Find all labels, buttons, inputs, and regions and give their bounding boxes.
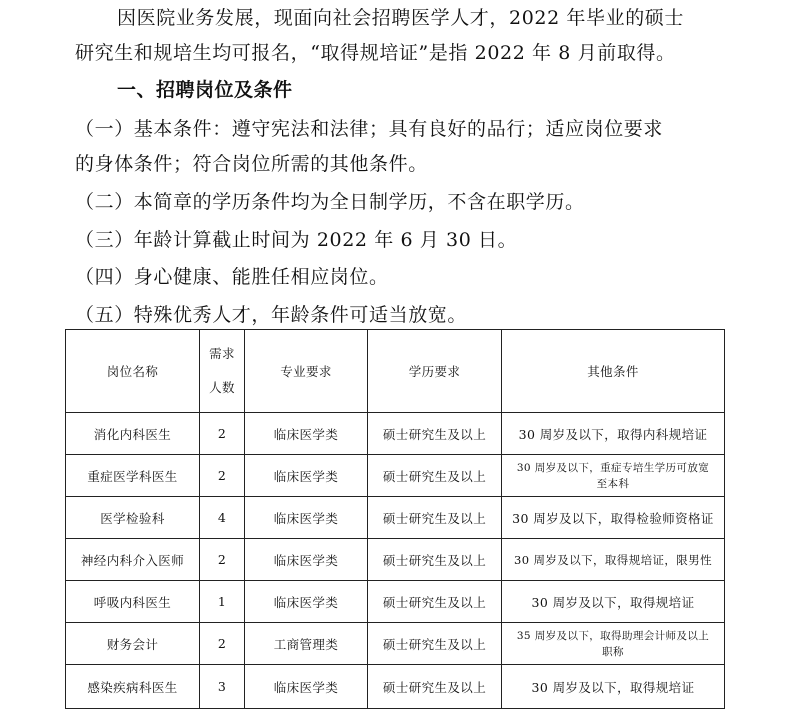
cell-major: 临床医学类 xyxy=(245,455,368,497)
cell-education: 硕士研究生及以上 xyxy=(368,539,502,581)
cell-count: 1 xyxy=(200,581,245,623)
table-row xyxy=(66,623,725,665)
cell-count: 2 xyxy=(200,623,245,665)
cell-other: 30 周岁及以下，取得内科规培证 xyxy=(502,413,725,455)
table-row xyxy=(66,581,725,623)
condition-line-3: （二）本简章的学历条件均为全日制学历，不含在职学历。 xyxy=(75,191,585,213)
condition-line-2: 的身体条件；符合岗位所需的其他条件。 xyxy=(75,153,428,175)
cell-count: 2 xyxy=(200,455,245,497)
cell-count: 3 xyxy=(200,665,245,709)
cell-education: 硕士研究生及以上 xyxy=(368,455,502,497)
header-count: 需求 人数 xyxy=(200,330,245,413)
cell-education: 硕士研究生及以上 xyxy=(368,623,502,665)
cell-count: 2 xyxy=(200,413,245,455)
recruitment-table xyxy=(65,329,725,709)
table-row xyxy=(66,455,725,497)
cell-major: 工商管理类 xyxy=(245,623,368,665)
cell-position: 消化内科医生 xyxy=(66,413,200,455)
cell-other: 30 周岁及以下，取得规培证，限男性 xyxy=(502,539,725,581)
cell-position: 医学检验科 xyxy=(66,497,200,539)
header-education: 学历要求 xyxy=(368,330,502,413)
cell-major: 临床医学类 xyxy=(245,581,368,623)
header-position: 岗位名称 xyxy=(66,330,200,413)
condition-line-6: （五）特殊优秀人才，年龄条件可适当放宽。 xyxy=(75,304,468,326)
condition-line-4: （三）年龄计算截止时间为 2022 年 6 月 30 日。 xyxy=(75,229,518,251)
intro-paragraph-line-1: 因医院业务发展，现面向社会招聘医学人才，2022 年毕业的硕士 xyxy=(117,7,684,29)
intro-paragraph-line-2: 研究生和规培生均可报名，“取得规培证”是指 2022 年 8 月前取得。 xyxy=(75,42,676,64)
cell-major: 临床医学类 xyxy=(245,539,368,581)
header-major: 专业要求 xyxy=(245,330,368,413)
table-row xyxy=(66,497,725,539)
cell-major: 临床医学类 xyxy=(245,497,368,539)
table-header-row xyxy=(66,330,725,413)
table-row xyxy=(66,665,725,709)
cell-education: 硕士研究生及以上 xyxy=(368,413,502,455)
cell-other: 30 周岁及以下，取得规培证 xyxy=(502,665,725,709)
cell-major: 临床医学类 xyxy=(245,665,368,709)
table-row xyxy=(66,539,725,581)
cell-position: 重症医学科医生 xyxy=(66,455,200,497)
cell-count: 4 xyxy=(200,497,245,539)
cell-other: 30 周岁及以下，取得规培证 xyxy=(502,581,725,623)
cell-other: 30 周岁及以下，重症专培生学历可放宽 至本科 xyxy=(502,455,725,497)
section-title: 一、招聘岗位及条件 xyxy=(117,79,293,101)
cell-education: 硕士研究生及以上 xyxy=(368,581,502,623)
header-other: 其他条件 xyxy=(502,330,725,413)
condition-line-1: （一）基本条件：遵守宪法和法律；具有良好的品行；适应岗位要求 xyxy=(75,118,664,140)
cell-position: 神经内科介入医师 xyxy=(66,539,200,581)
condition-line-5: （四）身心健康、能胜任相应岗位。 xyxy=(75,266,389,288)
cell-other: 35 周岁及以下，取得助理会计师及以上 职称 xyxy=(502,623,725,665)
cell-other: 30 周岁及以下，取得检验师资格证 xyxy=(502,497,725,539)
cell-position: 财务会计 xyxy=(66,623,200,665)
cell-major: 临床医学类 xyxy=(245,413,368,455)
cell-count: 2 xyxy=(200,539,245,581)
cell-education: 硕士研究生及以上 xyxy=(368,665,502,709)
cell-position: 呼吸内科医生 xyxy=(66,581,200,623)
cell-position: 感染疾病科医生 xyxy=(66,665,200,709)
cell-education: 硕士研究生及以上 xyxy=(368,497,502,539)
table-row xyxy=(66,413,725,455)
